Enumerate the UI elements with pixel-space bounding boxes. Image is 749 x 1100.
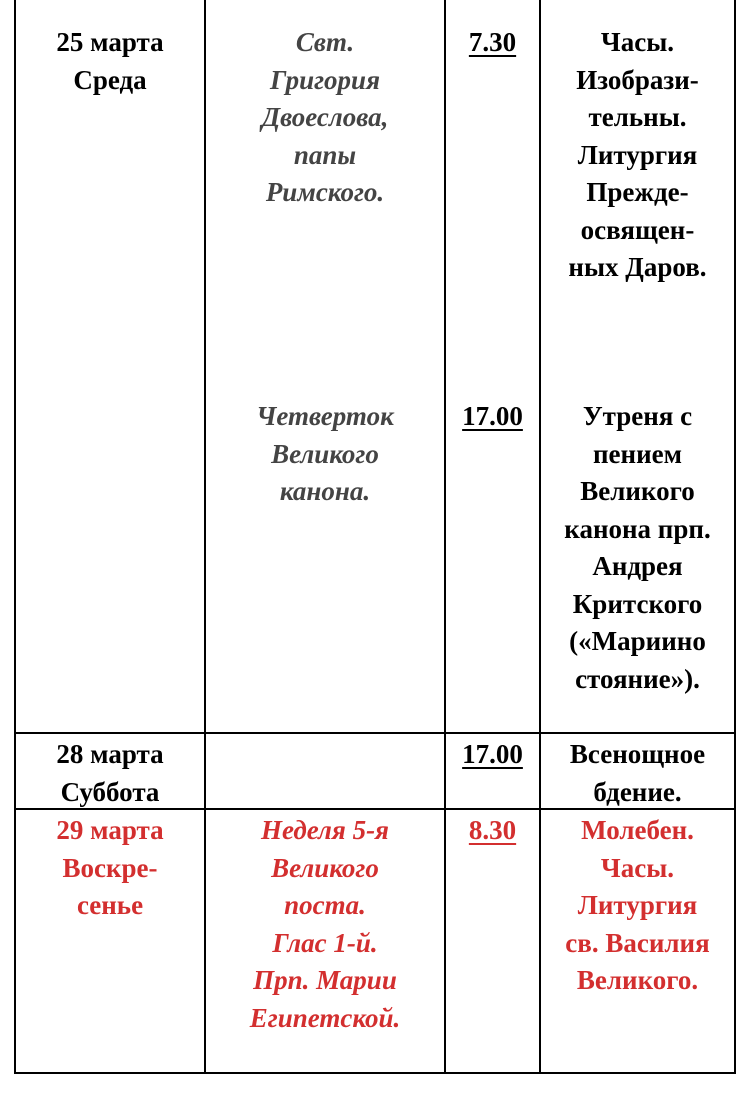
service-line: ных Даров. [568, 252, 707, 282]
service-line: Андрея [592, 551, 683, 581]
service-line: тельны. [588, 102, 687, 132]
feast-line: папы [293, 139, 357, 170]
column-divider-feast [444, 0, 446, 1074]
feast-line: Великого [271, 438, 379, 469]
service-line: Часы. [600, 852, 675, 883]
service-line: Изобрази- [576, 64, 699, 95]
feast-line: канона. [279, 476, 371, 506]
service-line: Молебен. [581, 815, 694, 845]
feast-line: Римского. [265, 177, 385, 207]
date-label: 29 марта [56, 815, 164, 845]
feast-line: Свт. [295, 27, 355, 57]
service-all-night-vigil [541, 736, 734, 811]
service-line: Литургия [577, 139, 698, 170]
table-border-bottom [14, 1072, 736, 1074]
row-divider-1 [14, 732, 736, 734]
feast-line: Двоеслова, [261, 102, 389, 132]
feast-fifth-sunday-lent [206, 812, 444, 1037]
service-line: Великого. [576, 965, 699, 995]
service-line: св. Василия [565, 927, 710, 958]
date-label: 25 марта [56, 27, 164, 57]
feast-line: Египетской. [249, 1002, 401, 1033]
weekday-label: Среда [73, 64, 147, 95]
table-border-right [734, 0, 736, 1074]
service-line: Прежде- [586, 177, 689, 207]
row-date-29-march [16, 812, 204, 925]
feast-gregory-dvoeslov [206, 24, 444, 212]
service-line: бдение. [593, 776, 682, 807]
row-date-28-march [16, 736, 204, 811]
service-time: 7.30 [468, 27, 517, 57]
service-line: пением [592, 438, 683, 469]
service-line: Великого [580, 476, 695, 506]
feast-line: Глас 1-й. [272, 927, 378, 958]
feast-line: Неделя 5-я [261, 815, 389, 845]
service-time: 17.00 [462, 739, 523, 769]
service-line: Литургия [577, 890, 698, 920]
service-matins-great-canon [541, 398, 734, 698]
service-line: освящен- [580, 214, 695, 245]
row-date-25-march [16, 24, 204, 99]
service-line: Утреня с [582, 401, 693, 431]
weekday-label: сенье [76, 890, 144, 920]
weekday-label: Суббота [60, 776, 160, 807]
feast-line: Четверток [256, 401, 394, 431]
date-label: 28 марта [56, 739, 164, 769]
feast-line: поста. [284, 890, 366, 920]
service-time: 17.00 [462, 401, 523, 431]
service-liturgy-basil-the-great [541, 812, 734, 1000]
service-line: («Мариино [569, 626, 706, 656]
weekday-label: Воскре- [62, 852, 158, 883]
service-presanctified-liturgy [541, 24, 734, 287]
feast-thursday-great-canon [206, 398, 444, 511]
service-line: стояние»). [575, 663, 700, 694]
service-time: 8.30 [468, 815, 517, 845]
service-line: Всенощное [569, 739, 706, 769]
service-line: Критского [572, 588, 703, 619]
feast-line: Григория [270, 64, 380, 95]
service-line: канона прп. [564, 513, 711, 544]
feast-line: Прп. Марии [253, 965, 397, 995]
feast-line: Великого [271, 852, 379, 883]
service-line: Часы. [600, 27, 675, 57]
